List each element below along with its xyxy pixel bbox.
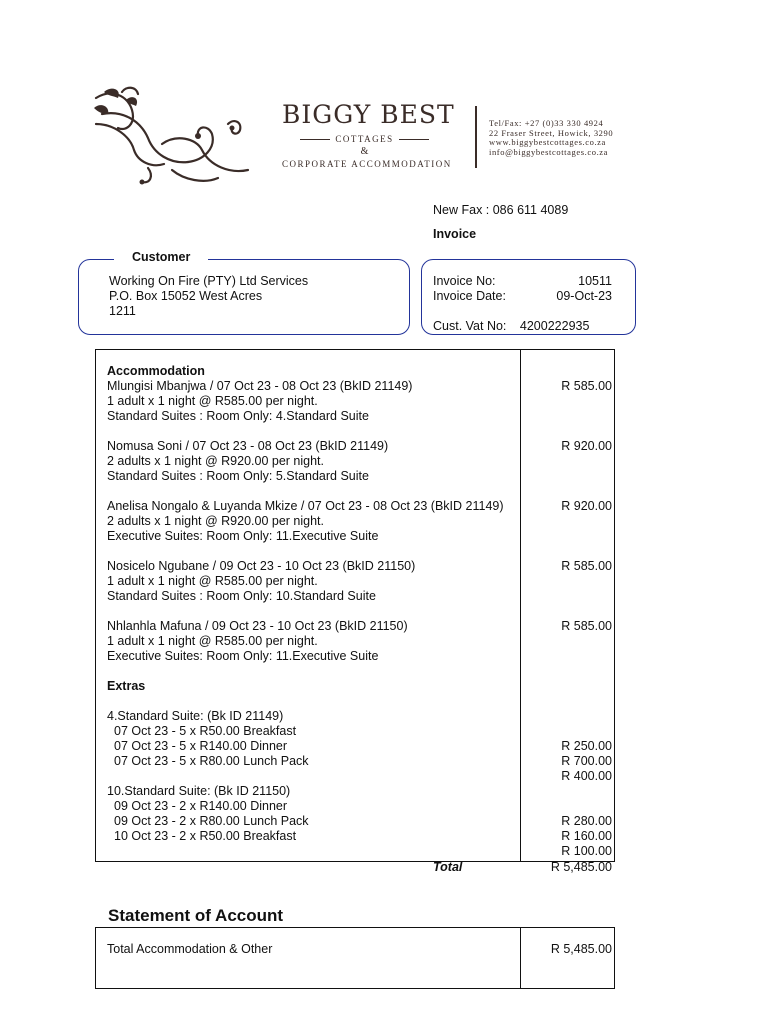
booking-item — [107, 499, 517, 544]
invoice-date-row — [433, 289, 612, 304]
booking-rate-line: 1 adult x 1 night @ R585.00 per night. — [107, 394, 318, 408]
customer-name: Working On Fire (PTY) Ltd Services — [109, 274, 309, 288]
items-column-divider — [520, 349, 521, 861]
contact-address: 22 Fraser Street, Howick, 3290 — [489, 127, 614, 138]
booking-amount: R 585.00 — [561, 379, 612, 393]
extras-group-title: 10.Standard Suite: (Bk ID 21150) — [107, 784, 291, 798]
invoice-date-label: Invoice Date: — [433, 289, 506, 303]
vat-row — [433, 319, 612, 334]
booking-room-line: Standard Suites : Room Only: 10.Standard Suite — [107, 589, 376, 603]
contact-block — [489, 119, 613, 157]
booking-guest-line: Anelisa Nongalo & Luyanda Mkize / 07 Oct 23 - 08 Oct 23 (BkID 21149) — [107, 499, 504, 513]
contact-website: www.biggybestcottages.co.za — [489, 137, 606, 147]
statement-value: R 5,485.00 — [550, 942, 612, 956]
booking-room-line: Standard Suites : Room Only: 4.Standard Suite — [107, 409, 369, 423]
spacer — [107, 484, 517, 499]
spacer — [107, 604, 517, 619]
swirl-logo-icon — [92, 84, 252, 192]
spacer — [107, 544, 517, 559]
document-type: Invoice — [433, 227, 477, 241]
extra-amount: R 250.00 — [561, 739, 612, 753]
customer-address — [109, 274, 308, 319]
extra-amount: R 100.00 — [561, 844, 612, 858]
booking-rate-line: 2 adults x 1 night @ R920.00 per night. — [107, 514, 324, 528]
total-value: R 5,485.00 — [550, 860, 612, 874]
extra-line: 09 Oct 23 - 2 x R140.00 Dinner — [114, 799, 288, 813]
extras-heading: Extras — [107, 679, 146, 693]
extra-line: 07 Oct 23 - 5 x R50.00 Breakfast — [114, 724, 297, 738]
brand-corporate: CORPORATE ACCOMMODATION — [282, 159, 452, 169]
extra-amount: R 700.00 — [561, 754, 612, 768]
extra-line: 09 Oct 23 - 2 x R80.00 Lunch Pack — [114, 814, 309, 828]
invoice-number-value: 10511 — [578, 274, 612, 288]
booking-rate-line: 1 adult x 1 night @ R585.00 per night. — [107, 634, 318, 648]
contact-phone: Tel/Fax: +27 (0)33 330 4924 — [489, 118, 604, 128]
invoice-date-value: 09-Oct-23 — [556, 289, 612, 303]
spacer — [107, 694, 517, 709]
contact-email: info@biggybestcottages.co.za — [489, 146, 609, 157]
spacer — [107, 424, 517, 439]
invoice-number-row — [433, 274, 612, 289]
statement-table — [95, 927, 615, 989]
extra-amount: R 280.00 — [561, 814, 612, 828]
total-label: Total — [433, 860, 463, 874]
booking-amount: R 585.00 — [561, 619, 612, 633]
brand-ampersand: & — [360, 146, 369, 157]
spacer — [107, 664, 517, 679]
booking-amount: R 585.00 — [561, 559, 612, 573]
booking-room-line: Executive Suites: Room Only: 11.Executive Suite — [107, 529, 379, 543]
booking-guest-line: Nhlanhla Mafuna / 09 Oct 23 - 10 Oct 23 (BkID 21150) — [107, 619, 408, 633]
booking-guest-line: Mlungisi Mbanjwa / 07 Oct 23 - 08 Oct 23 (BkID 21149) — [107, 379, 413, 393]
brand-divider — [475, 106, 477, 168]
spacer — [524, 364, 612, 379]
customer-postcode: 1211 — [109, 304, 136, 318]
vat-value: 4200222935 — [519, 319, 590, 333]
extras-group — [107, 784, 517, 844]
booking-rate-line: 2 adults x 1 night @ R920.00 per night. — [107, 454, 324, 468]
extra-amount: R 400.00 — [561, 769, 612, 783]
booking-room-line: Standard Suites : Room Only: 5.Standard Suite — [107, 469, 369, 483]
brand-title: BIGGY BEST — [282, 100, 455, 129]
booking-item — [107, 559, 517, 604]
invoice-number-label: Invoice No: — [433, 274, 496, 288]
extras-group — [107, 709, 517, 769]
booking-amount: R 920.00 — [561, 439, 612, 453]
extras-group-title: 4.Standard Suite: (Bk ID 21149) — [107, 709, 284, 723]
items-description-column — [107, 364, 517, 844]
vat-label: Cust. Vat No: — [433, 319, 507, 333]
booking-item — [107, 619, 517, 664]
extra-amount: R 160.00 — [561, 829, 612, 843]
booking-room-line: Executive Suites: Room Only: 11.Executive Suite — [107, 649, 379, 663]
items-amount-column — [524, 364, 612, 859]
booking-guest-line: Nosicelo Ngubane / 09 Oct 23 - 10 Oct 23 (BkID 21150) — [107, 559, 416, 573]
spacer — [107, 769, 517, 784]
extra-line: 07 Oct 23 - 5 x R80.00 Lunch Pack — [114, 754, 309, 768]
booking-guest-line: Nomusa Soni / 07 Oct 23 - 08 Oct 23 (BkID 21149) — [107, 439, 389, 453]
extra-line: 07 Oct 23 - 5 x R140.00 Dinner — [114, 739, 288, 753]
statement-column-divider — [520, 927, 521, 988]
spacer — [433, 304, 612, 319]
brand-cottages: COTTAGES — [282, 134, 447, 144]
new-fax: New Fax : 086 611 4089 — [433, 203, 569, 217]
customer-legend: Customer — [114, 250, 208, 264]
extra-line: 10 Oct 23 - 2 x R50.00 Breakfast — [114, 829, 297, 843]
invoice-info — [433, 274, 612, 334]
customer-po-box: P.O. Box 15052 West Acres — [109, 289, 263, 303]
accommodation-heading: Accommodation — [107, 364, 205, 378]
booking-item — [107, 439, 517, 484]
statement-label: Total Accommodation & Other — [107, 942, 273, 956]
booking-item — [107, 379, 517, 424]
statement-title: Statement of Account — [108, 906, 284, 925]
booking-rate-line: 1 adult x 1 night @ R585.00 per night. — [107, 574, 318, 588]
booking-amount: R 920.00 — [561, 499, 612, 513]
